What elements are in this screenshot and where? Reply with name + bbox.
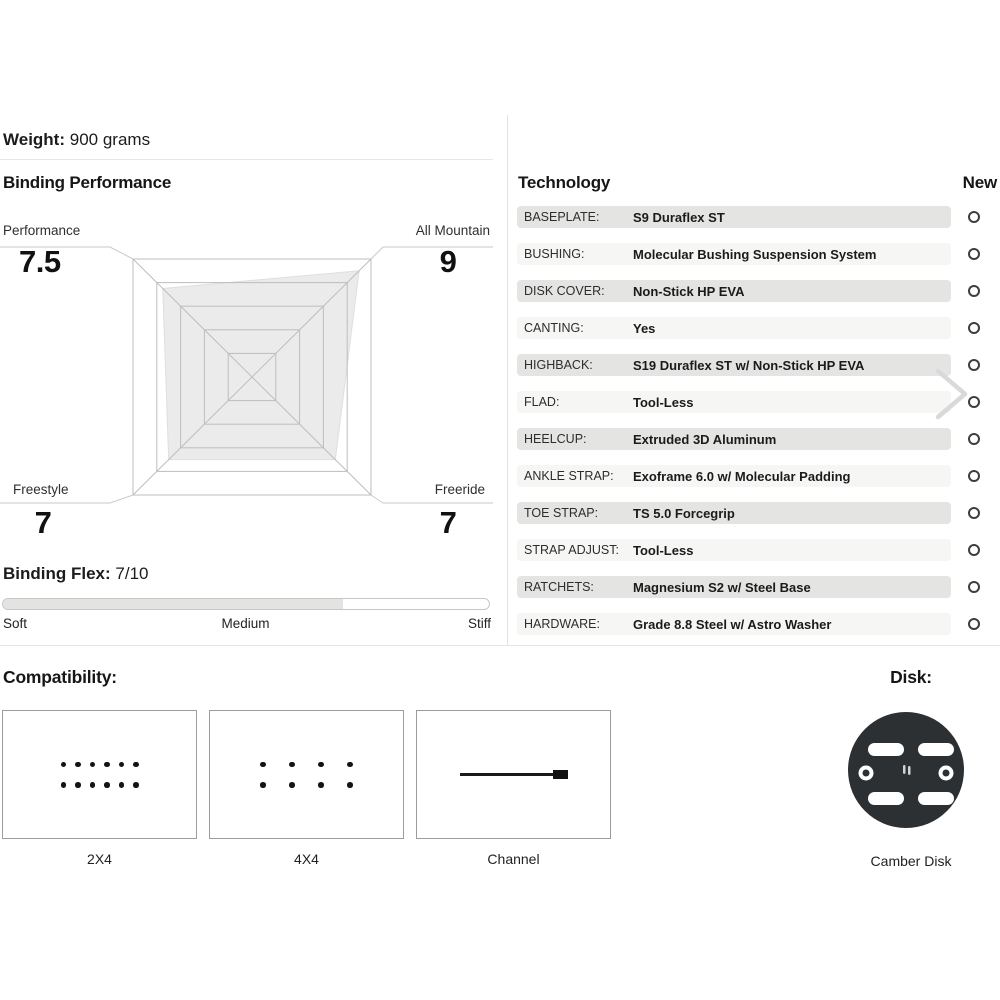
flex-progress-bar <box>2 598 490 610</box>
weight-divider-line <box>0 159 493 160</box>
tech-row-label: BUSHING: <box>524 247 585 261</box>
tech-row-value: Tool-Less <box>633 542 694 558</box>
tech-row-label: HIGHBACK: <box>524 358 593 372</box>
tech-row-value: Exoframe 6.0 w/ Molecular Padding <box>633 468 851 484</box>
flex-progress-fill <box>3 599 343 609</box>
new-indicator-circle[interactable] <box>968 211 980 223</box>
weight-row <box>3 130 150 150</box>
mount-hole-dot <box>318 762 324 768</box>
axis-label-all-mountain: All Mountain <box>415 223 490 238</box>
tech-row-label: TOE STRAP: <box>524 506 599 520</box>
tech-row <box>517 206 951 228</box>
tech-row <box>517 576 951 598</box>
mount-hole-dot <box>260 762 266 768</box>
technology-table <box>517 206 951 650</box>
disk-caption: Camber Disk <box>870 853 952 869</box>
axis-value-freestyle: 7 <box>34 505 52 540</box>
mount-hole-dot <box>119 762 125 768</box>
new-indicator-circle[interactable] <box>968 581 980 593</box>
compat-label-2x4: 2X4 <box>87 851 112 867</box>
compat-box-2x4 <box>2 710 197 839</box>
tech-row-label: BASEPLATE: <box>524 210 600 224</box>
mount-hole-dot <box>260 782 266 788</box>
binding-flex-title <box>3 564 149 584</box>
tech-row <box>517 391 951 413</box>
column-divider-line <box>507 115 508 645</box>
tech-row-label: RATCHETS: <box>524 580 594 594</box>
compatibility-title: Compatibility: <box>3 667 117 687</box>
tech-row-label: DISK COVER: <box>524 284 605 298</box>
new-indicator-circle[interactable] <box>968 507 980 519</box>
compat-box-channel <box>416 710 611 839</box>
tech-row <box>517 243 951 265</box>
axis-label-performance: Performance <box>3 223 81 238</box>
mount-hole-dot <box>347 762 353 768</box>
new-indicator-circle[interactable] <box>968 285 980 297</box>
mount-hole-dot <box>289 782 295 788</box>
tech-row-label: HEELCUP: <box>524 432 587 446</box>
binding-flex-label: Binding Flex: <box>3 564 111 583</box>
technology-title: Technology <box>518 173 611 192</box>
compat-label-channel: Channel <box>487 851 540 867</box>
radar-value-area <box>163 271 359 460</box>
mount-hole-dot <box>289 762 295 768</box>
flex-scale-medium: Medium <box>221 616 270 631</box>
tech-row-label: ANKLE STRAP: <box>524 469 614 483</box>
tech-row <box>517 465 951 487</box>
tech-row <box>517 539 951 561</box>
tech-row-label: CANTING: <box>524 321 584 335</box>
tech-row-value: Non-Stick HP EVA <box>633 283 745 299</box>
axis-label-freeride: Freeride <box>434 482 485 497</box>
mount-hole-dot <box>61 782 67 788</box>
mount-hole-dot <box>104 782 110 788</box>
tech-row <box>517 428 951 450</box>
new-indicator-column <box>968 211 980 655</box>
flex-scale-stiff: Stiff <box>467 616 491 631</box>
tech-row-label: HARDWARE: <box>524 617 600 631</box>
new-indicator-circle[interactable] <box>968 248 980 260</box>
new-indicator-circle[interactable] <box>968 618 980 630</box>
mount-dots-4x4-icon <box>260 762 353 788</box>
new-column-header: New <box>962 173 997 192</box>
mount-hole-dot <box>119 782 125 788</box>
tech-row-value: Extruded 3D Aluminum <box>633 431 777 447</box>
weight-value: 900 grams <box>69 130 151 149</box>
tech-row-value: S9 Duraflex ST <box>633 209 725 225</box>
binding-flex-value: 7/10 <box>115 564 149 583</box>
new-indicator-circle[interactable] <box>968 433 980 445</box>
tech-row-label: STRAP ADJUST: <box>524 543 619 557</box>
channel-mount-icon <box>460 770 568 779</box>
axis-value-performance: 7.5 <box>19 244 61 279</box>
axis-label-freestyle: Freestyle <box>13 482 69 497</box>
tech-row <box>517 280 951 302</box>
tech-row-value: Molecular Bushing Suspension System <box>633 246 877 262</box>
compat-label-4x4: 4X4 <box>294 851 319 867</box>
tech-row-value: Magnesium S2 w/ Steel Base <box>633 579 811 595</box>
weight-label: Weight: <box>3 130 66 149</box>
tech-row <box>517 317 951 339</box>
tech-row-value: Yes <box>633 320 656 336</box>
mount-hole-dot <box>318 782 324 788</box>
axis-value-all-mountain: 9 <box>439 244 457 279</box>
new-indicator-circle[interactable] <box>968 322 980 334</box>
compat-box-4x4 <box>209 710 404 839</box>
tech-row <box>517 354 951 376</box>
binding-performance-title: Binding Performance <box>3 173 172 192</box>
binding-performance-radar-chart <box>0 220 493 545</box>
mount-hole-dot <box>90 782 96 788</box>
new-indicator-circle[interactable] <box>968 470 980 482</box>
carousel-next-chevron-icon[interactable] <box>935 368 971 420</box>
new-indicator-circle[interactable] <box>968 544 980 556</box>
tech-row <box>517 613 951 635</box>
mount-hole-dot <box>75 782 81 788</box>
tech-row-value: TS 5.0 Forcegrip <box>633 505 735 521</box>
tech-row-label: FLAD: <box>524 395 560 409</box>
camber-disk-image <box>848 712 964 828</box>
mount-hole-dot <box>90 762 96 768</box>
tech-row-value: Tool-Less <box>633 394 694 410</box>
axis-value-freeride: 7 <box>439 505 457 540</box>
tech-row-value: S19 Duraflex ST w/ Non-Stick HP EVA <box>633 357 865 373</box>
mount-hole-dot <box>347 782 353 788</box>
mount-hole-dot <box>104 762 110 768</box>
mount-dots-2x4-icon <box>61 762 139 788</box>
disk-title: Disk: <box>890 667 932 687</box>
mount-hole-dot <box>133 762 139 768</box>
flex-scale-soft: Soft <box>3 616 28 631</box>
mount-hole-dot <box>75 762 81 768</box>
mount-hole-dot <box>61 762 67 768</box>
mount-hole-dot <box>133 782 139 788</box>
tech-row-value: Grade 8.8 Steel w/ Astro Washer <box>633 616 832 632</box>
tech-row <box>517 502 951 524</box>
